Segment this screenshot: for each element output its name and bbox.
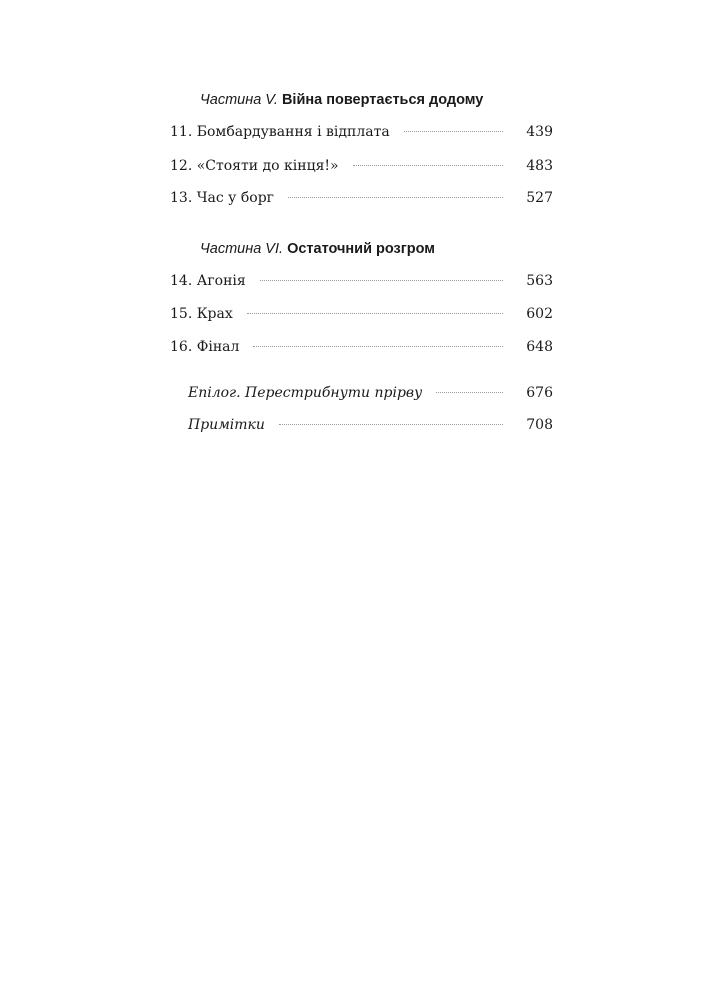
- toc-entry-notes[interactable]: [170, 417, 553, 433]
- toc-entry-12[interactable]: [170, 158, 553, 174]
- page-number: 483: [526, 158, 553, 174]
- dot-leader: [279, 424, 503, 425]
- dot-leader: [353, 165, 503, 166]
- toc-entry-11[interactable]: [170, 124, 553, 140]
- page-number: 439: [526, 124, 553, 140]
- dot-leader: [253, 346, 503, 347]
- dot-leader: [260, 280, 503, 281]
- back-matter-title: Примітки: [188, 417, 265, 433]
- page-number: 527: [526, 190, 553, 206]
- toc-entry-13[interactable]: [170, 190, 553, 206]
- page-number: 676: [526, 385, 553, 401]
- chapter-title: 16. Фінал: [170, 339, 240, 355]
- chapter-title: 13. Час у борг: [170, 190, 275, 206]
- toc-entry-16[interactable]: [170, 339, 553, 355]
- toc-entry-15[interactable]: [170, 306, 553, 322]
- page-number: 602: [526, 306, 553, 322]
- back-matter-title: Епілог. Перестрибнути прірву: [188, 385, 423, 401]
- chapter-title: 11. Бомбардування і відплата: [170, 124, 390, 140]
- part-title: Остаточний розгром: [287, 241, 436, 257]
- part-label: Частина VI.: [200, 241, 284, 257]
- part-title: Війна повертається додому: [281, 92, 484, 108]
- chapter-title: 14. Агонія: [170, 273, 246, 289]
- dot-leader: [404, 131, 503, 132]
- dot-leader: [436, 392, 503, 393]
- page-number: 563: [526, 273, 553, 289]
- part-label: Частина V.: [200, 92, 278, 108]
- toc-entry-epilogue[interactable]: [170, 385, 553, 401]
- chapter-title: 12. «Стояти до кінця!»: [170, 158, 339, 174]
- dot-leader: [247, 313, 503, 314]
- page-number: 648: [526, 339, 553, 355]
- page-number: 708: [526, 417, 553, 433]
- chapter-title: 15. Крах: [170, 306, 233, 322]
- dot-leader: [288, 197, 503, 198]
- toc-entry-14[interactable]: [170, 273, 553, 289]
- part-v-heading: [200, 92, 483, 108]
- part-vi-heading: [200, 241, 435, 257]
